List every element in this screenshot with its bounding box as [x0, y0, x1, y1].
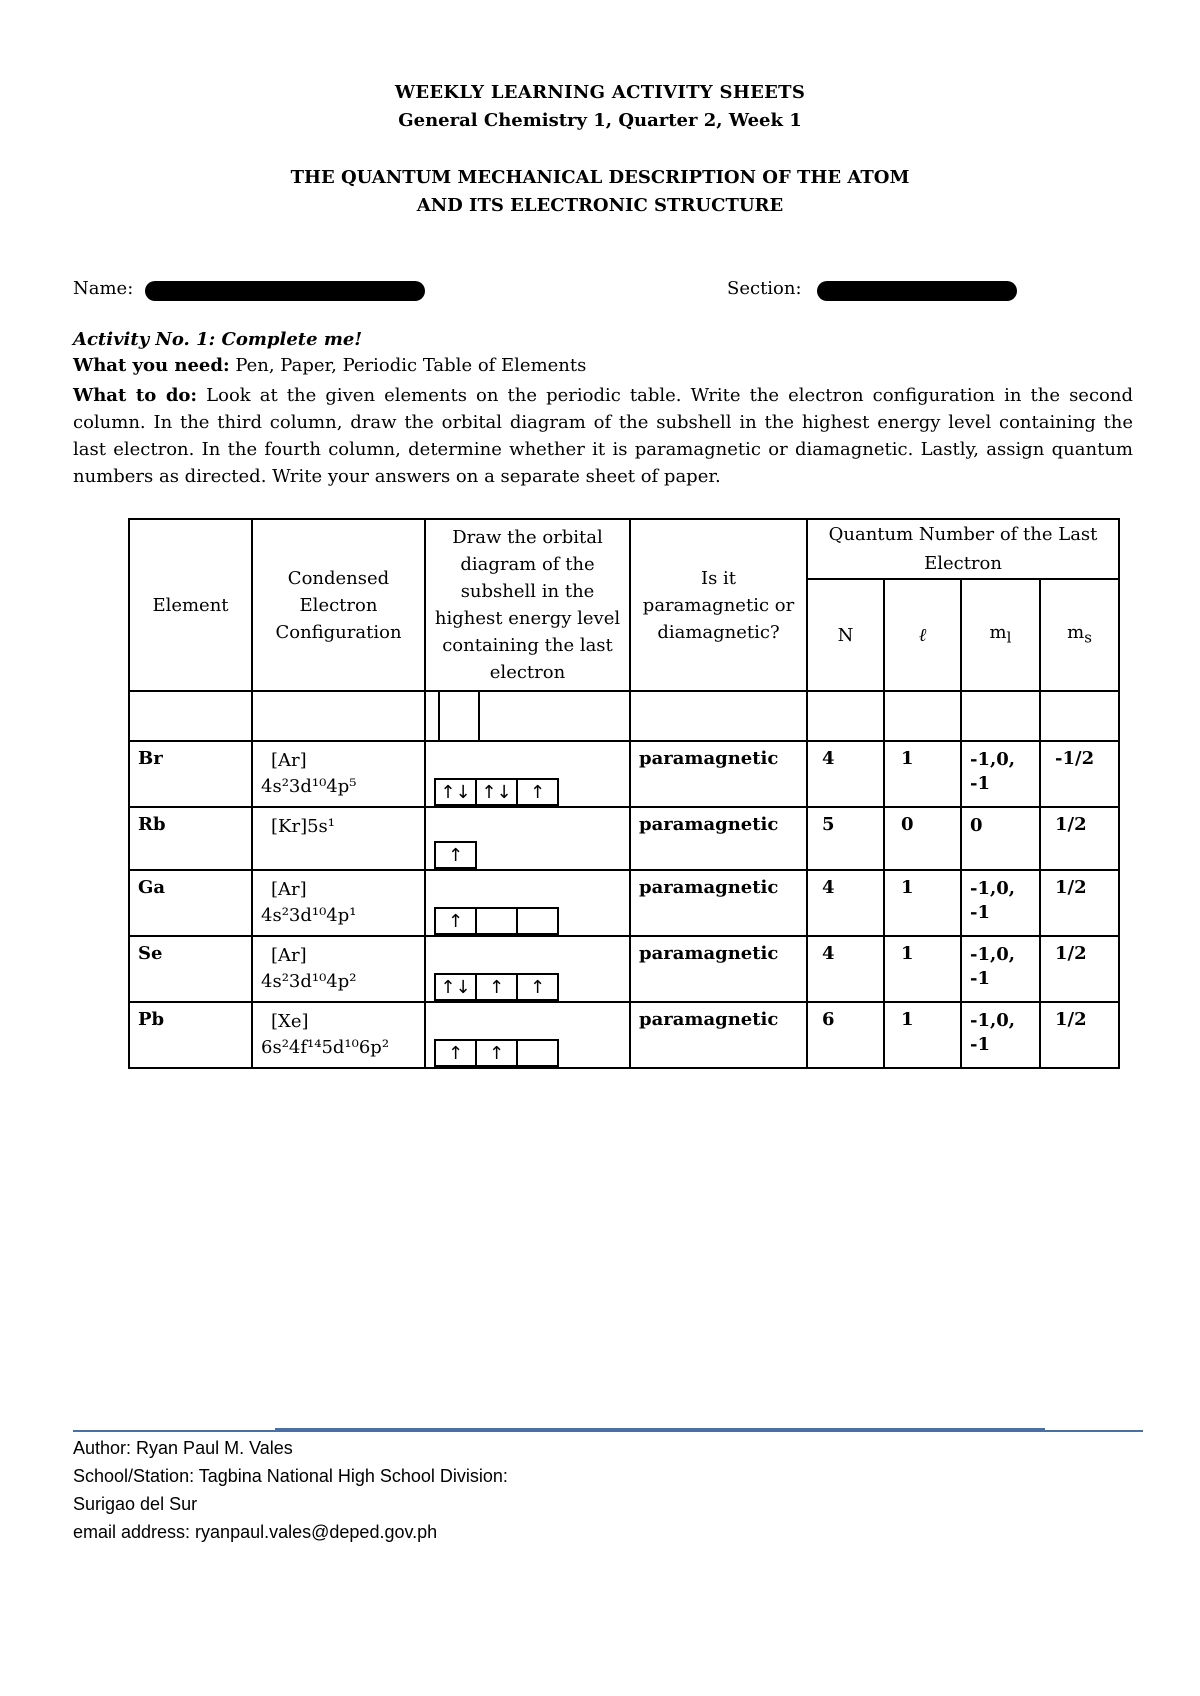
header-ms [1040, 579, 1119, 691]
element-symbol: Rb [129, 807, 252, 870]
header-config: Condensed Electron Configuration [252, 519, 425, 691]
table-rows [129, 741, 1119, 1068]
example-cell [1040, 691, 1119, 741]
table-row [129, 807, 1119, 870]
config-valence: 4s²3d¹⁰4p¹ [261, 905, 357, 926]
header-orbital: Draw the orbital diagram of the subshell in the highest energy level containing the last electron [425, 519, 630, 691]
config-core: [Ar] [271, 945, 307, 966]
orbital-diagram [425, 936, 630, 1002]
footer-divider-accent [275, 1428, 1045, 1431]
sheet-series-title: WEEKLY LEARNING ACTIVITY SHEETS [394, 82, 806, 103]
element-symbol: Se [129, 936, 252, 1002]
activity-title: Activity No. 1: Complete me! [73, 329, 363, 350]
subject-week: General Chemistry 1, Quarter 2, Week 1 [398, 110, 802, 131]
quantum-ms: 1/2 [1040, 936, 1119, 1002]
what-to-do [73, 382, 1133, 490]
electron-config [252, 936, 425, 1002]
electron-config [252, 741, 425, 807]
header-magnetic: Is it paramagnetic or diamagnetic? [630, 519, 807, 691]
quantum-ml: -1,0, -1 [961, 936, 1040, 1002]
quantum-ms: 1/2 [1040, 807, 1119, 870]
electron-config [252, 807, 425, 870]
magnetic-property: paramagnetic [630, 870, 807, 936]
orbital-boxes [434, 1039, 629, 1067]
example-row [129, 691, 1119, 741]
header-l: ℓ [884, 579, 961, 691]
orbital-box [475, 907, 518, 935]
config-valence: 4s²3d¹⁰4p⁵ [261, 776, 357, 797]
orbital-box: ↑↓ [434, 778, 477, 806]
quantum-ml: -1,0, -1 [961, 741, 1040, 807]
orbital-box: ↑ [434, 1039, 477, 1067]
quantum-n: 5 [807, 807, 884, 870]
example-orbital-cell [425, 691, 630, 741]
quantum-l: 1 [884, 936, 961, 1002]
orbital-box: ↑↓ [475, 778, 518, 806]
element-symbol: Ga [129, 870, 252, 936]
example-orbital-box [438, 692, 480, 740]
config-valence: 6s²4f¹⁴5d¹⁰6p² [261, 1037, 390, 1058]
orbital-box: ↑ [475, 973, 518, 1001]
orbital-diagram [425, 870, 630, 936]
header-ml [961, 579, 1040, 691]
orbital-diagram [425, 741, 630, 807]
quantum-l: 0 [884, 807, 961, 870]
header-element: Element [129, 519, 252, 691]
orbital-diagram [425, 1002, 630, 1068]
quantum-ml: 0 [961, 807, 1040, 870]
orbital-box: ↑ [434, 907, 477, 935]
magnetic-property: paramagnetic [630, 1002, 807, 1068]
footer-school: School/Station: Tagbina National High School Division: [73, 1466, 508, 1486]
table-row [129, 870, 1119, 936]
element-symbol: Pb [129, 1002, 252, 1068]
orbital-box: ↑ [516, 778, 559, 806]
config-core: [Ar] [271, 750, 307, 771]
table-row [129, 1002, 1119, 1068]
config-core: [Xe] [271, 1011, 309, 1032]
header-ms-subscript: s [1084, 628, 1092, 647]
element-symbol: Br [129, 741, 252, 807]
quantum-n: 4 [807, 870, 884, 936]
need-label: What you need: [73, 355, 230, 376]
section-redaction [817, 281, 1017, 301]
quantum-n: 4 [807, 936, 884, 1002]
orbital-boxes [434, 973, 629, 1001]
name-redaction [145, 281, 425, 301]
quantum-ms: 1/2 [1040, 1002, 1119, 1068]
footer-division: Surigao del Sur [73, 1494, 198, 1514]
quantum-l: 1 [884, 870, 961, 936]
magnetic-property: paramagnetic [630, 741, 807, 807]
table-row [129, 741, 1119, 807]
lesson-title-line-2: AND ITS ELECTRONIC STRUCTURE [416, 195, 784, 216]
quantum-ml: -1,0, -1 [961, 1002, 1040, 1068]
example-cell [252, 691, 425, 741]
need-text: Pen, Paper, Periodic Table of Elements [229, 355, 587, 376]
lesson-title-line-1: THE QUANTUM MECHANICAL DESCRIPTION OF THE ATOM [290, 167, 910, 188]
footer-author: Author: Ryan Paul M. Vales [73, 1438, 293, 1458]
table-row [129, 936, 1119, 1002]
answer-table [128, 518, 1120, 1069]
orbital-box: ↑ [434, 841, 477, 869]
orbital-box: ↑ [516, 973, 559, 1001]
footer-email: email address: ryanpaul.vales@deped.gov.ph [73, 1522, 438, 1542]
example-cell [129, 691, 252, 741]
orbital-diagram [425, 807, 630, 870]
orbital-box: ↑ [475, 1039, 518, 1067]
quantum-l: 1 [884, 1002, 961, 1068]
todo-text: Look at the given elements on the periodic table. Write the electron configuration in the second column. In the third column, draw the orbital diagram of the subshell in the highest energy level containing the last electron. In the fourth column, determine whether it is paramagnetic or diamagnetic. Lastly, assign quantum numbers as directed. Write your answers on a separate sheet of paper. [73, 385, 1133, 487]
electron-config [252, 1002, 425, 1068]
example-cell [884, 691, 961, 741]
orbital-box [516, 907, 559, 935]
quantum-l: 1 [884, 741, 961, 807]
example-cell [630, 691, 807, 741]
quantum-ms: -1/2 [1040, 741, 1119, 807]
orbital-boxes [434, 841, 629, 869]
orbital-box: ↑↓ [434, 973, 477, 1001]
header-n: N [807, 579, 884, 691]
config-core: [Ar] [271, 879, 307, 900]
section-label: Section: [727, 278, 802, 299]
todo-label: What to do: [73, 385, 198, 406]
config-valence: 4s²3d¹⁰4p² [261, 971, 357, 992]
config-core: [Kr]5s¹ [271, 816, 336, 837]
what-you-need [73, 355, 586, 376]
example-cell [961, 691, 1040, 741]
quantum-ml: -1,0, -1 [961, 870, 1040, 936]
electron-config [252, 870, 425, 936]
orbital-boxes [434, 778, 629, 806]
name-label: Name: [73, 278, 134, 299]
magnetic-property: paramagnetic [630, 807, 807, 870]
quantum-n: 4 [807, 741, 884, 807]
header-ml-subscript: l [1006, 628, 1012, 647]
magnetic-property: paramagnetic [630, 936, 807, 1002]
quantum-n: 6 [807, 1002, 884, 1068]
example-cell [807, 691, 884, 741]
orbital-boxes [434, 907, 629, 935]
orbital-box [516, 1039, 559, 1067]
header-ml-symbol: m [989, 621, 1007, 643]
quantum-ms: 1/2 [1040, 870, 1119, 936]
header-ms-symbol: m [1067, 621, 1085, 643]
header-quantum-numbers: Quantum Number of the Last Electron [807, 519, 1119, 579]
